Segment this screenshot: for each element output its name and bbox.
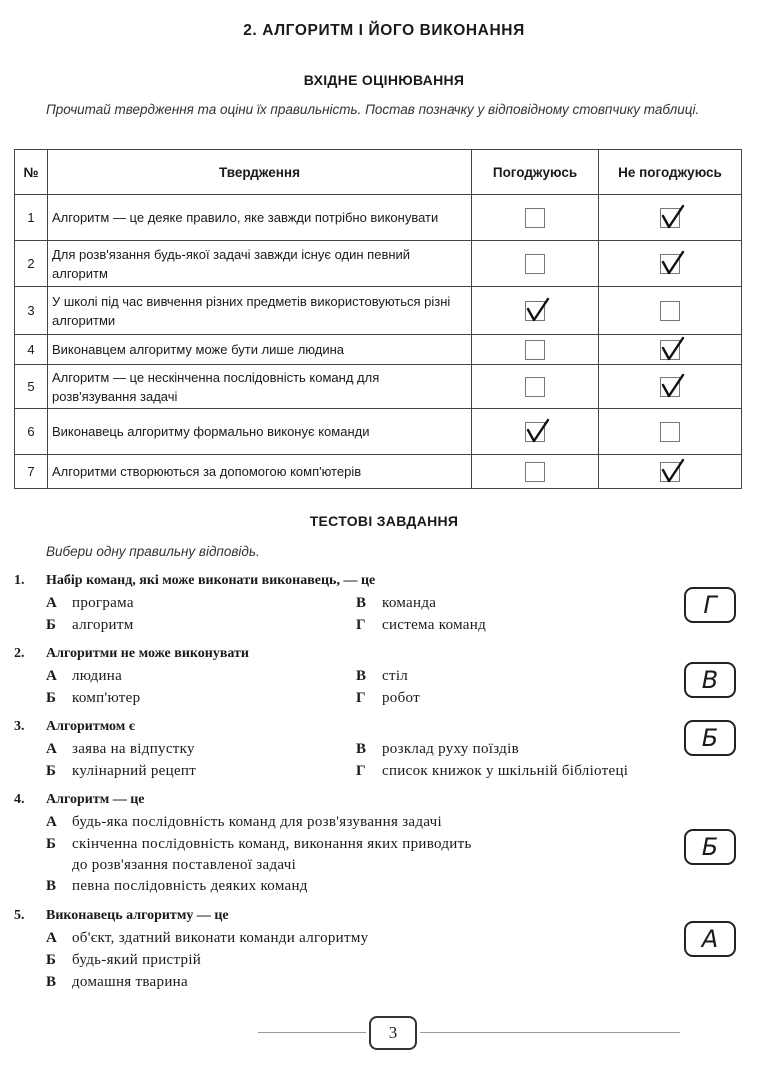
option-letter: А [46,741,58,757]
question-heading [14,570,754,592]
answer-option[interactable] [46,760,196,782]
disagree-cell [599,455,742,489]
option-text: людина [72,668,123,684]
agree-checkbox[interactable] [525,301,545,321]
option-text: заява на відпустку [72,741,195,757]
row-number: 3 [15,287,48,335]
row-number: 7 [15,455,48,489]
test-question [14,570,754,636]
statement-text: Алгоритм — це нескінченна послідовність команд для розв'язування задачі [48,365,472,409]
option-letter: Б [46,836,57,852]
col-agree-header: Погоджуюсь [472,150,599,195]
table-row [15,455,742,489]
disagree-checkbox[interactable] [660,254,680,274]
option-text-continued: до розв'язання поставленої задачі [72,857,297,873]
question-text: Алгоритмом є [46,719,135,734]
question-number: 3. [14,719,25,734]
question-heading [14,643,754,665]
option-letter: А [46,814,58,830]
option-text: програма [72,595,134,611]
footer-rule-left [258,1032,366,1033]
disagree-checkbox[interactable] [660,462,680,482]
option-text: список книжок у шкільній бібліотеці [382,763,629,779]
agree-cell [472,335,599,365]
disagree-checkbox[interactable] [660,301,680,321]
option-letter: Б [46,763,57,779]
answer-option[interactable] [46,614,134,636]
options-row [14,971,754,993]
question-number: 2. [14,646,25,661]
agree-cell [472,409,599,455]
agree-checkbox[interactable] [525,462,545,482]
table-row [15,409,742,455]
checkmark-icon [659,372,685,400]
option-text: будь-який пристрій [72,952,202,968]
statement-text: Алгоритми створюються за допомогою комп'ютерів [48,455,472,489]
checkmark-icon [659,335,685,363]
table-row [15,335,742,365]
col-disagree-header: Не погоджуюсь [599,150,742,195]
options-row [14,760,754,782]
test-question [14,905,754,993]
statement-text: Для розв'язання будь-якої задачі завжди існує один певний алгоритм [48,241,472,287]
row-number: 2 [15,241,48,287]
option-letter: Г [356,690,366,706]
option-text: система команд [382,617,486,633]
test-question [14,789,754,897]
option-text: робот [382,690,420,706]
col-number-header: № [15,150,48,195]
option-text: об'єкт, здатний виконати команди алгоритму [72,930,369,946]
row-number: 5 [15,365,48,409]
options-row [14,875,754,897]
page-title: 2. АЛГОРИТМ І ЙОГО ВИКОНАННЯ [243,22,525,39]
question-number: 5. [14,908,25,923]
disagree-checkbox[interactable] [660,208,680,228]
options-row [14,592,754,614]
option-letter: Б [46,617,57,633]
test-question [14,716,754,782]
disagree-checkbox[interactable] [660,377,680,397]
disagree-cell [599,365,742,409]
answer-box[interactable]: Б [684,720,736,756]
agree-cell [472,195,599,241]
statements-table [14,149,742,489]
table-row [15,365,742,409]
option-text: скінченна послідовність команд, виконання яких приводить [72,836,472,852]
option-text: кулінарний рецепт [72,763,197,779]
disagree-checkbox[interactable] [660,422,680,442]
agree-checkbox[interactable] [525,377,545,397]
answer-option[interactable] [46,927,368,949]
answer-option[interactable] [46,949,201,971]
answer-option[interactable] [46,875,308,897]
option-letter: А [46,595,58,611]
question-heading [14,789,754,811]
option-letter: Г [356,617,366,633]
option-letter: В [356,741,367,757]
answer-option[interactable] [46,811,442,833]
tests-instruction: Вибери одну правильну відповідь. [46,544,260,559]
option-text: команда [382,595,437,611]
answer-option[interactable] [46,738,195,760]
table-row [15,195,742,241]
option-letter: Б [46,690,57,706]
answer-box[interactable]: А [684,921,736,957]
answer-option[interactable] [356,614,486,636]
option-letter: А [46,930,58,946]
answer-option[interactable] [356,760,628,782]
agree-cell [472,287,599,335]
question-heading [14,905,754,927]
option-letter: В [46,878,57,894]
question-text: Набір команд, які може виконати виконавець, — це [46,573,376,588]
agree-checkbox[interactable] [525,422,545,442]
option-letter: Г [356,763,366,779]
row-number: 4 [15,335,48,365]
col-statement-header: Твердження [48,150,472,195]
table-row [15,241,742,287]
entry-assessment-heading: ВХІДНЕ ОЦІНЮВАННЯ [303,72,465,88]
statement-text: У школі під час вивчення різних предметів використовуються різні алгоритми [48,287,472,335]
answer-option[interactable] [46,592,134,614]
agree-cell [472,241,599,287]
option-letter: А [46,668,58,684]
table-header-row [15,150,742,195]
option-text: розклад руху поїздів [382,741,519,757]
question-heading [14,716,754,738]
options-row [14,614,754,636]
disagree-cell [599,241,742,287]
options-row [14,949,754,971]
option-text: певна послідовність деяких команд [72,878,308,894]
checkmark-icon [659,249,685,277]
options-row [14,687,754,709]
answer-option[interactable] [356,738,519,760]
disagree-cell [599,409,742,455]
row-number: 1 [15,195,48,241]
answer-box[interactable]: Б [684,829,736,865]
table-row [15,287,742,335]
page-number: 3 [369,1016,417,1050]
options-row [14,927,754,949]
option-text: комп'ютер [72,690,141,706]
option-text: алгоритм [72,617,134,633]
agree-checkbox[interactable] [525,254,545,274]
checkmark-icon [524,417,550,445]
agree-checkbox[interactable] [525,340,545,360]
statement-text: Виконавцем алгоритму може бути лише людина [48,335,472,365]
option-text: стіл [382,668,409,684]
row-number: 6 [15,409,48,455]
question-text: Алгоритм — це [46,792,145,807]
statement-text: Виконавець алгоритму формально виконує команди [48,409,472,455]
answer-option[interactable] [46,833,472,855]
checkmark-icon [524,296,550,324]
disagree-cell [599,335,742,365]
answer-option[interactable] [46,687,140,709]
question-text: Алгоритми не може виконувати [46,646,249,661]
options-row [14,811,754,833]
checkmark-icon [659,457,685,485]
option-letter: Б [46,952,57,968]
answer-option[interactable] [46,665,122,687]
footer-rule-right [420,1032,680,1033]
question-text: Виконавець алгоритму — це [46,908,229,923]
option-letter: В [356,595,367,611]
checkmark-icon [659,203,685,231]
option-text: домашня тварина [72,974,188,990]
answer-option[interactable] [46,971,188,993]
disagree-cell [599,195,742,241]
option-text: будь-яка послідовність команд для розв'язування задачі [72,814,442,830]
answer-option[interactable] [356,665,408,687]
agree-checkbox[interactable] [525,208,545,228]
disagree-checkbox[interactable] [660,340,680,360]
question-number: 1. [14,573,25,588]
option-letter: В [46,974,57,990]
answer-option[interactable] [356,687,420,709]
option-letter: В [356,668,367,684]
options-row [14,665,754,687]
tests-heading: ТЕСТОВІ ЗАВДАННЯ [309,513,459,529]
agree-cell [472,455,599,489]
answer-option[interactable] [356,592,436,614]
test-question [14,643,754,709]
statement-text: Алгоритм — це деяке правило, яке завжди потрібно виконувати [48,195,472,241]
disagree-cell [599,287,742,335]
answer-box[interactable]: Г [684,587,736,623]
question-number: 4. [14,792,25,807]
answer-box[interactable]: В [684,662,736,698]
options-row [14,738,754,760]
agree-cell [472,365,599,409]
entry-instruction: Прочитай твердження та оціни їх правильність. Постав позначку у відповідному стовпчику таблиці. [46,102,700,117]
options-row [14,833,754,855]
